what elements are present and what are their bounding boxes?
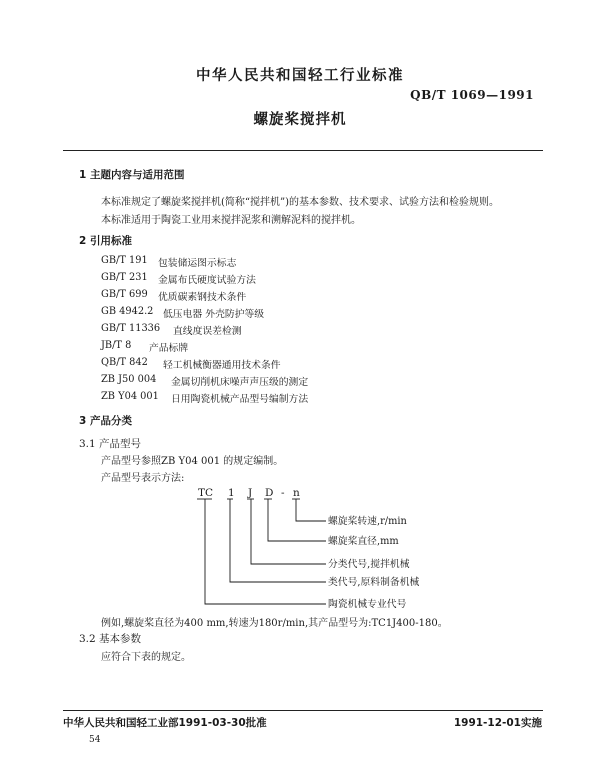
reference-code: GB 4942.2 bbox=[101, 306, 154, 317]
reference-code: ZB J50 004 bbox=[101, 374, 157, 385]
subsection-3-2-heading: 3.2 基本参数 bbox=[79, 633, 142, 645]
section-1-heading: 1 主题内容与适用范围 bbox=[79, 169, 185, 181]
reference-code: GB/T 191 bbox=[101, 255, 148, 266]
subsection-3-1-line-2: 产品型号表示方法: bbox=[101, 473, 185, 484]
model-example: 例如,螺旋桨直径为400 mm,转速为180r/min,其产品型号为:TC1J400-180。 bbox=[101, 618, 448, 629]
model-part-d: D bbox=[265, 487, 274, 499]
standard-number: QB/T 1069—1991 bbox=[410, 88, 534, 102]
model-part-j: J bbox=[248, 487, 253, 499]
label-specialty: 陶瓷机械专业代号 bbox=[328, 599, 407, 610]
reference-title: 直线度误差检测 bbox=[173, 326, 242, 337]
implementation-date: 1991-12-01实施 bbox=[453, 717, 542, 729]
section-3-heading: 3 产品分类 bbox=[79, 415, 132, 427]
reference-title: 轻工机械衡器通用技术条件 bbox=[163, 360, 281, 371]
label-speed: 螺旋桨转速,r/min bbox=[328, 516, 407, 527]
reference-title: 产品标牌 bbox=[149, 343, 189, 354]
leader-category bbox=[251, 499, 326, 564]
section-2-heading: 2 引用标准 bbox=[79, 235, 132, 247]
reference-code: GB/T 699 bbox=[101, 289, 148, 300]
leader-specialty bbox=[205, 499, 326, 604]
reference-title: 包装储运图示标志 bbox=[158, 258, 237, 269]
leader-speed bbox=[296, 499, 326, 521]
reference-code: ZB Y04 001 bbox=[101, 391, 159, 402]
reference-code: GB/T 231 bbox=[101, 272, 148, 283]
model-part-1: 1 bbox=[228, 487, 235, 499]
document-title: 螺旋桨搅拌机 bbox=[253, 112, 347, 128]
section-1-paragraph-1: 本标准规定了螺旋桨搅拌机(简称“搅拌机”)的基本参数、技术要求、试验方法和检验规则。 bbox=[101, 197, 500, 208]
label-diameter: 螺旋桨直径,mm bbox=[328, 536, 399, 547]
reference-code: JB/T 8 bbox=[101, 340, 132, 351]
publisher-title: 中华人民共和国轻工行业标准 bbox=[196, 68, 404, 84]
subsection-3-1-heading: 3.1 产品型号 bbox=[79, 438, 142, 450]
model-part-n: n bbox=[293, 487, 300, 499]
reference-title: 低压电器 外壳防护等级 bbox=[163, 309, 265, 320]
reference-title: 金属切削机床噪声声压级的测定 bbox=[171, 377, 309, 388]
subsection-3-1-line-1: 产品型号参照ZB Y04 001 的规定编制。 bbox=[101, 456, 284, 467]
label-category: 分类代号,搅拌机械 bbox=[328, 559, 410, 570]
leader-diameter bbox=[268, 499, 326, 541]
page-number: 54 bbox=[89, 735, 101, 745]
reference-title: 日用陶瓷机械产品型号编制方法 bbox=[171, 394, 309, 405]
subsection-3-2-line: 应符合下表的规定。 bbox=[101, 652, 191, 663]
model-part-dash: - bbox=[281, 487, 285, 499]
reference-title: 优质碳素钢技术条件 bbox=[158, 292, 247, 303]
model-part-tc: TC bbox=[198, 487, 214, 499]
section-1-paragraph-2: 本标准适用于陶瓷工业用来搅拌泥浆和溯解泥料的搅拌机。 bbox=[101, 215, 361, 226]
leader-class bbox=[230, 499, 326, 582]
reference-title: 金属布氏硬度试验方法 bbox=[158, 275, 256, 286]
reference-code: GB/T 11336 bbox=[101, 323, 161, 334]
reference-code: QB/T 842 bbox=[101, 357, 148, 368]
approval-date: 中华人民共和国轻工业部1991-03-30批准 bbox=[63, 717, 267, 729]
footer-divider bbox=[63, 710, 543, 711]
label-class: 类代号,原料制备机械 bbox=[328, 577, 420, 588]
